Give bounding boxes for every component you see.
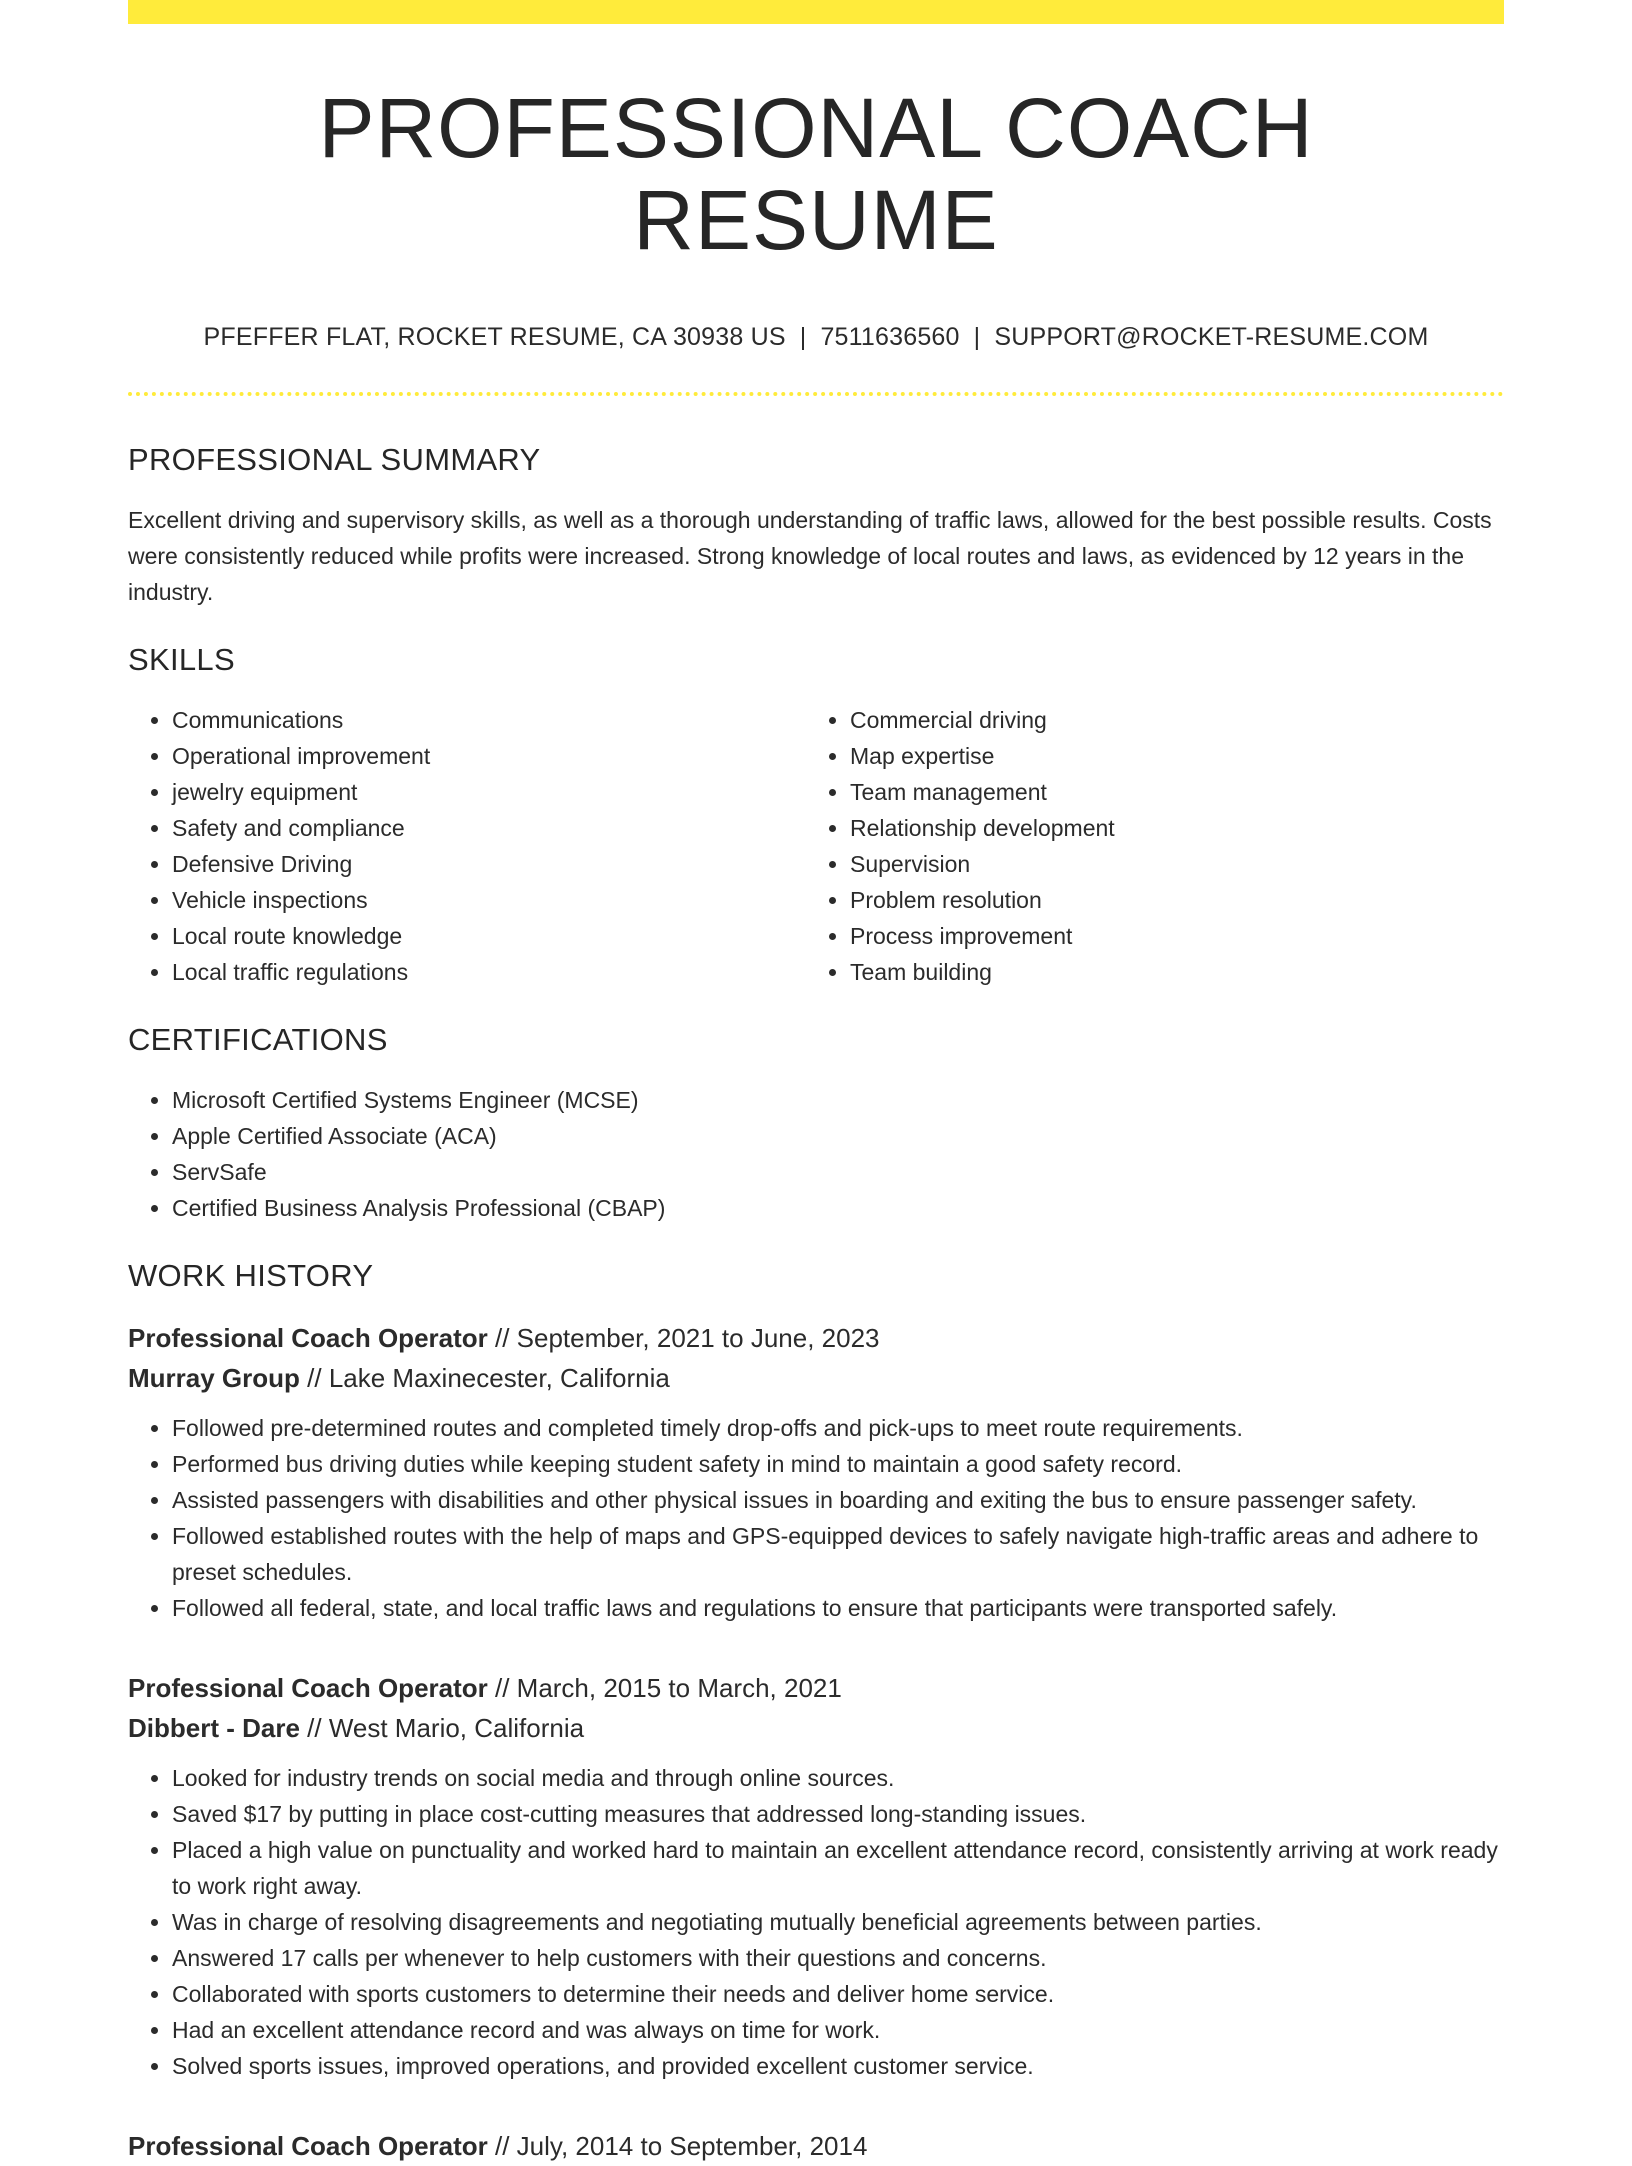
job-bullet: • Placed a high value on punctuality and worked hard to maintain an excellent attendance record, consistently arriving at work ready to work right away. [172, 1832, 1504, 1904]
job-title-line [128, 1668, 1504, 1708]
job-bullet: • Had an excellent attendance record and was always on time for work. [172, 2012, 1504, 2048]
job-dates: // March, 2015 to March, 2021 [487, 1672, 842, 1703]
certification-item: • Apple Certified Associate (ACA) [172, 1118, 1504, 1154]
job-entry [128, 1668, 1504, 2084]
skill-item: • Local traffic regulations [172, 954, 806, 990]
contact-separator: | [973, 322, 981, 351]
job-bullets [128, 1410, 1504, 1626]
skill-item: • Local route knowledge [172, 918, 806, 954]
certification-item: • Certified Business Analysis Professional (CBAP) [172, 1190, 1504, 1226]
skill-item: • Safety and compliance [172, 810, 806, 846]
contact-email: SUPPORT@ROCKET-RESUME.COM [994, 322, 1429, 351]
certification-item: • Microsoft Certified Systems Engineer (MCSE) [172, 1082, 1504, 1118]
skill-item: • Defensive Driving [172, 846, 806, 882]
job-bullets [128, 1760, 1504, 2084]
certifications-heading: CERTIFICATIONS [128, 1021, 388, 1057]
job-bullet: • Collaborated with sports customers to determine their needs and deliver home service. [172, 1976, 1504, 2012]
job-bullet: • Followed pre-determined routes and completed timely drop-offs and pick-ups to meet route requirements. [172, 1410, 1504, 1446]
job-company: Dibbert - Dare [128, 1712, 300, 1743]
skill-item: • Commercial driving [850, 702, 1484, 738]
resume-page [128, 0, 1504, 2166]
skills-left-list [128, 702, 806, 990]
job-bullet: • Saved $17 by putting in place cost-cutting measures that addressed long-standing issues. [172, 1796, 1504, 1832]
job-bullet: • Assisted passengers with disabilities and other physical issues in boarding and exiting the bus to ensure passenger safety. [172, 1482, 1504, 1518]
contact-separator: | [799, 322, 807, 351]
job-bullet: • Solved sports issues, improved operations, and provided excellent customer service. [172, 2048, 1504, 2084]
skill-item: • Map expertise [850, 738, 1484, 774]
job-company: Murray Group [128, 1362, 300, 1393]
skills-right-list [806, 702, 1484, 990]
certification-item: • ServSafe [172, 1154, 1504, 1190]
skill-item: • Supervision [850, 846, 1484, 882]
contact-address: PFEFFER FLAT, ROCKET RESUME, CA 30938 US [203, 322, 786, 351]
job-title: Professional Coach Operator [128, 1672, 488, 1703]
contact-line [128, 323, 1504, 352]
job-bullet: • Followed established routes with the help of maps and GPS-equipped devices to safely navigate high-traffic areas and adhere to preset schedules. [172, 1518, 1504, 1590]
job-company-line [128, 1358, 1504, 1398]
job-title: Professional Coach Operator [128, 1322, 488, 1353]
skill-item: • Team management [850, 774, 1484, 810]
job-location: // West Mario, California [299, 1712, 585, 1743]
job-bullet: • Answered 17 calls per whenever to help customers with their questions and concerns. [172, 1940, 1504, 1976]
skill-item: • Team building [850, 954, 1484, 990]
job-bullet: • Performed bus driving duties while keeping student safety in mind to maintain a good safety record. [172, 1446, 1504, 1482]
contact-phone: 7511636560 [820, 322, 960, 351]
skills-columns [128, 702, 1504, 990]
certifications-list [128, 1082, 1504, 1226]
skill-item: • Communications [172, 702, 806, 738]
summary-text: Excellent driving and supervisory skills, as well as a thorough understanding of traffic laws, allowed for the best possible results. Costs were consistently reduced while profits were increased. Strong knowledge of local routes and laws, as evidenced by 12 years in the industry. [128, 506, 1492, 605]
skill-item: • Operational improvement [172, 738, 806, 774]
job-bullet: • Was in charge of resolving disagreements and negotiating mutually beneficial agreements between parties. [172, 1904, 1504, 1940]
work-history-heading: WORK HISTORY [128, 1257, 374, 1293]
job-dates: // July, 2014 to September, 2014 [487, 2130, 868, 2161]
job-entry [128, 2126, 1504, 2166]
job-dates: // September, 2021 to June, 2023 [487, 1322, 880, 1353]
skill-item: • jewelry equipment [172, 774, 806, 810]
job-bullet: • Looked for industry trends on social media and through online sources. [172, 1760, 1504, 1796]
job-entry [128, 1318, 1504, 1626]
job-bullet: • Followed all federal, state, and local traffic laws and regulations to ensure that participants were transported safely. [172, 1590, 1504, 1626]
skill-item: • Problem resolution [850, 882, 1484, 918]
resume-title: PROFESSIONAL COACH RESUME [318, 81, 1314, 268]
skill-item: • Process improvement [850, 918, 1484, 954]
top-accent-bar [128, 0, 1504, 24]
job-title: Professional Coach Operator [128, 2130, 488, 2161]
dotted-divider [128, 392, 1504, 396]
job-company-line [128, 1708, 1504, 1748]
job-title-line [128, 2126, 1504, 2166]
skill-item: • Relationship development [850, 810, 1484, 846]
skill-item: • Vehicle inspections [172, 882, 806, 918]
summary-heading: PROFESSIONAL SUMMARY [128, 441, 541, 477]
job-location: // Lake Maxinecester, California [299, 1362, 670, 1393]
job-title-line [128, 1318, 1504, 1358]
skills-heading: SKILLS [128, 641, 235, 677]
